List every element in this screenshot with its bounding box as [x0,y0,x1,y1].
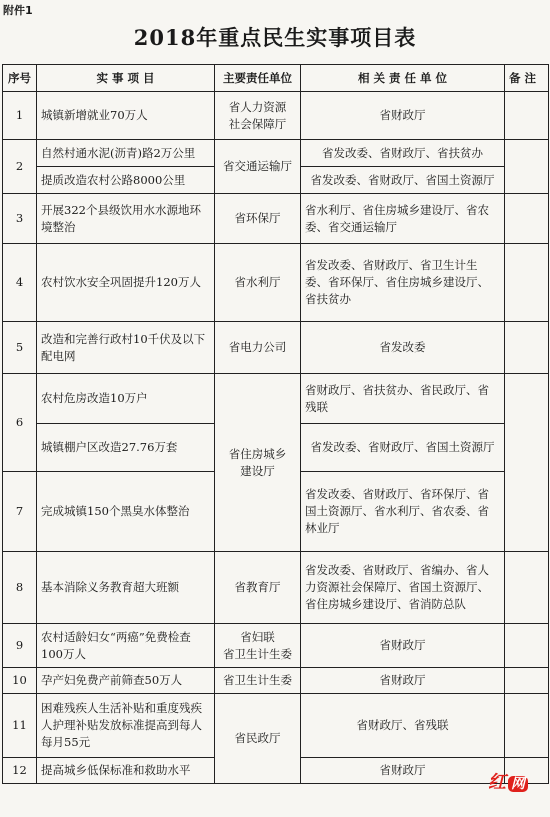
row-number: 9 [3,624,37,668]
table-header-row [3,65,549,92]
row-related-units: 省发改委 [301,322,505,374]
header-remarks: 备 注 [505,65,549,92]
row-item: 自然村通水泥(沥青)路2万公里 [37,140,215,167]
table-row [3,244,549,322]
row-related-units: 省财政厅、省扶贫办、省民政厅、省残联 [301,374,505,424]
row-number: 12 [3,758,37,784]
row-main-unit [215,624,301,668]
page-title: 2018年重点民生实事项目表 [133,25,417,50]
main-unit-line: 省人力资源 社会保障厅 [228,99,287,131]
main-unit-line: 省住房城乡 建设厅 [228,446,287,478]
row-related-units: 省财政厅 [301,624,505,668]
row-remarks [505,140,549,194]
header-no: 序号 [3,65,37,92]
row-number: 11 [3,694,37,758]
row-item: 孕产妇免费产前筛查50万人 [37,668,215,694]
row-item: 提质改造农村公路8000公里 [37,167,215,194]
row-main-unit: 省环保厅 [215,194,301,244]
row-number: 1 [3,92,37,140]
row-remarks [505,668,549,694]
watermark-text-red: 红 [488,772,506,793]
watermark-logo [488,768,528,794]
row-related-units: 省财政厅 [301,668,505,694]
row-number: 10 [3,668,37,694]
main-unit-line: 省妇联 省卫生计生委 [223,629,292,661]
row-related-units: 省发改委、省财政厅、省扶贫办 [301,140,505,167]
row-item: 农村危房改造10万户 [37,374,215,424]
row-remarks [505,244,549,322]
row-related-units: 省发改委、省财政厅、省环保厅、省国土资源厅、省水利厅、省农委、省林业厅 [301,472,505,552]
row-main-unit [215,92,301,140]
row-main-unit: 省电力公司 [215,322,301,374]
row-related-units: 省发改委、省财政厅、省国土资源厅 [301,167,505,194]
row-main-unit: 省教育厅 [215,552,301,624]
row-main-unit: 省交通运输厅 [215,140,301,194]
row-main-unit: 省水利厅 [215,244,301,322]
row-remarks [505,694,549,758]
attachment-label: 附件1 [3,4,33,17]
table-row [3,92,549,140]
projects-table [2,64,549,784]
header-related-units: 相 关 责 任 单 位 [301,65,505,92]
row-item: 困难残疾人生活补贴和重度残疾人护理补贴发放标准提高到每人每月55元 [37,694,215,758]
row-item: 改造和完善行政村10千伏及以下配电网 [37,322,215,374]
table-row [3,322,549,374]
row-related-units: 省发改委、省财政厅、省卫生计生委、省环保厅、省住房城乡建设厅、省扶贫办 [301,244,505,322]
row-main-unit: 省卫生计生委 [215,668,301,694]
row-related-units: 省发改委、省财政厅、省编办、省人力资源社会保障厅、省国土资源厅、省住房城乡建设厅、省消防总队 [301,552,505,624]
row-number: 2 [3,140,37,194]
table-row [3,668,549,694]
row-main-unit: 省民政厅 [215,694,301,784]
table-row [3,552,549,624]
header-item: 实 事 项 目 [37,65,215,92]
table-row [3,694,549,758]
row-related-units: 省水利厅、省住房城乡建设厅、省农委、省交通运输厅 [301,194,505,244]
row-remarks [505,374,549,552]
row-number: 8 [3,552,37,624]
row-remarks [505,92,549,140]
table-row [3,140,549,167]
row-remarks [505,552,549,624]
row-item: 基本消除义务教育超大班额 [37,552,215,624]
row-item: 城镇棚户区改造27.76万套 [37,424,215,472]
row-remarks [505,322,549,374]
row-number: 6 [3,374,37,472]
row-related-units: 省发改委、省财政厅、省国土资源厅 [301,424,505,472]
row-related-units: 省财政厅 [301,758,505,784]
watermark-text-net: 网 [508,776,528,792]
row-item: 完成城镇150个黑臭水体整治 [37,472,215,552]
row-number: 5 [3,322,37,374]
row-number: 3 [3,194,37,244]
row-item: 城镇新增就业70万人 [37,92,215,140]
row-related-units: 省财政厅 [301,92,505,140]
row-main-unit [215,374,301,552]
row-item: 农村适龄妇女“两癌”免费检查100万人 [37,624,215,668]
row-related-units: 省财政厅、省残联 [301,694,505,758]
table-row [3,374,549,424]
row-number: 4 [3,244,37,322]
table-row [3,194,549,244]
row-remarks [505,624,549,668]
row-number: 7 [3,472,37,552]
row-item: 农村饮水安全巩固提升120万人 [37,244,215,322]
row-item: 提高城乡低保标准和救助水平 [37,758,215,784]
row-item: 开展322个县级饮用水水源地环境整治 [37,194,215,244]
row-remarks [505,194,549,244]
table-row [3,624,549,668]
header-main-unit: 主要责任单位 [215,65,301,92]
